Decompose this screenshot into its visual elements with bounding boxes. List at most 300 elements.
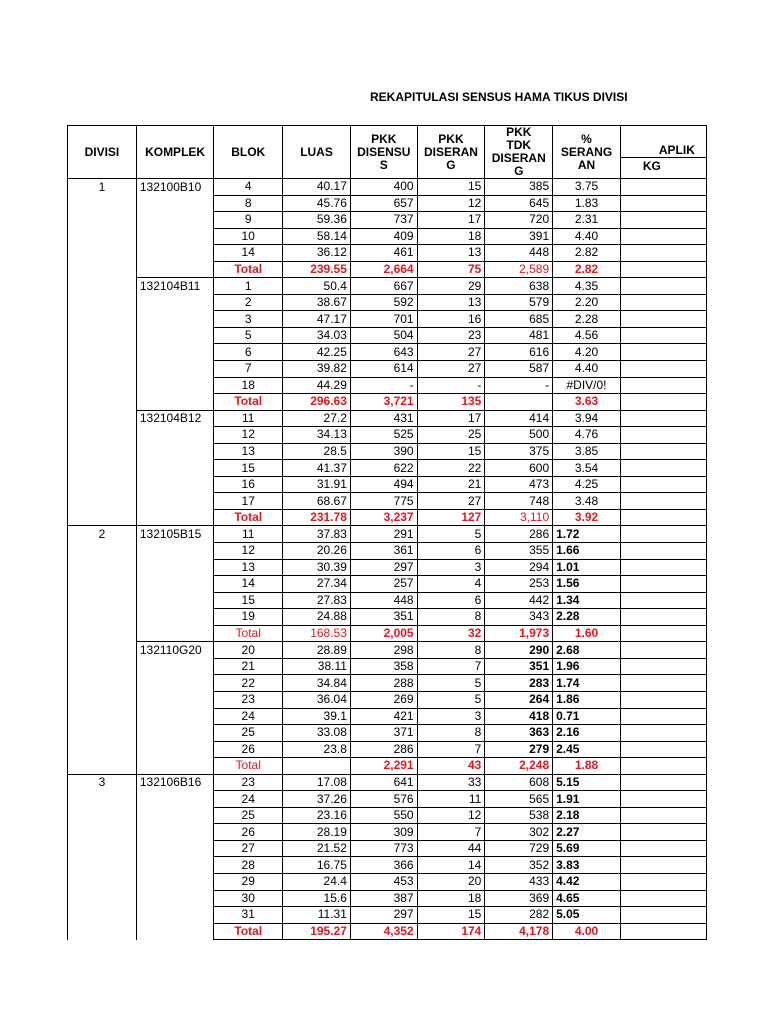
luas-cell: 28.5 [283,443,351,460]
luas-cell: 40.17 [283,179,351,196]
aplikasi-cell [620,443,706,460]
aplikasi-cell [620,245,706,262]
blok-cell: 20 [214,642,283,659]
disensus-cell: 361 [350,543,417,560]
blok-cell: 17 [214,493,283,510]
tdk-diserang-cell [485,394,553,411]
luas-cell: 41.37 [283,460,351,477]
disensus-cell: 3,721 [350,394,417,411]
komplek-cell [136,394,213,411]
divisi-cell: 1 [68,179,137,196]
diserang-cell: 27 [417,361,485,378]
diserang-cell: 44 [417,840,485,857]
komplek-cell [136,791,213,808]
diserang-cell: 15 [417,907,485,924]
blok-cell: 11 [214,526,283,543]
tdk-diserang-cell: 355 [485,543,553,560]
aplikasi-cell [620,311,706,328]
komplek-cell [136,261,213,278]
komplek-cell: 132100B10 [136,179,213,196]
table-row [68,526,707,543]
komplek-cell [136,344,213,361]
luas-cell: 45.76 [283,195,351,212]
table-row [68,294,707,311]
disensus-cell: 2,291 [350,758,417,775]
diserang-cell: 23 [417,327,485,344]
tdk-diserang-cell: 286 [485,526,553,543]
aplikasi-cell [620,261,706,278]
aplikasi-cell [620,195,706,212]
table-row [68,443,707,460]
table-row [68,179,707,196]
divisi-cell [68,609,137,626]
komplek-cell [136,708,213,725]
blok-cell: 25 [214,725,283,742]
luas-cell: 27.83 [283,592,351,609]
komplek-cell: 132104B12 [136,410,213,427]
divisi-cell [68,410,137,427]
diserang-cell: 174 [417,923,485,940]
divisi-cell [68,294,137,311]
aplikasi-cell [620,394,706,411]
diserang-cell: 20 [417,873,485,890]
blok-cell: 28 [214,857,283,874]
persen-cell: 2.18 [553,807,621,824]
total-row [68,758,707,775]
komplek-cell [136,327,213,344]
persen-cell: 1.01 [553,559,621,576]
blok-cell: 13 [214,559,283,576]
diserang-cell: 13 [417,245,485,262]
header-divisi: DIVISI [68,126,137,179]
komplek-cell [136,543,213,560]
tdk-diserang-cell: 282 [485,907,553,924]
komplek-cell: 132104B11 [136,278,213,295]
divisi-cell [68,758,137,775]
luas-cell: 50.4 [283,278,351,295]
komplek-cell [136,212,213,229]
disensus-cell: 291 [350,526,417,543]
komplek-cell [136,460,213,477]
total-row [68,509,707,526]
komplek-cell [136,245,213,262]
diserang-cell: 135 [417,394,485,411]
blok-cell: 18 [214,377,283,394]
table-row [68,228,707,245]
luas-cell: 38.67 [283,294,351,311]
divisi-cell [68,675,137,692]
persen-cell: 2.28 [553,311,621,328]
blok-cell: 23 [214,691,283,708]
divisi-cell [68,857,137,874]
komplek-cell [136,377,213,394]
diserang-cell: 18 [417,890,485,907]
luas-cell: 34.13 [283,427,351,444]
header-luas: LUAS [283,126,351,179]
diserang-cell: 8 [417,725,485,742]
aplikasi-cell [620,840,706,857]
divisi-cell [68,890,137,907]
tdk-diserang-cell: 369 [485,890,553,907]
blok-cell: Total [214,394,283,411]
luas-cell: 239.55 [283,261,351,278]
table-row [68,344,707,361]
diserang-cell: 11 [417,791,485,808]
table-row [68,658,707,675]
divisi-cell [68,873,137,890]
divisi-cell [68,327,137,344]
table-row [68,609,707,626]
aplikasi-cell [620,543,706,560]
aplikasi-cell [620,278,706,295]
diserang-cell: 25 [417,427,485,444]
divisi-cell [68,394,137,411]
aplikasi-cell [620,642,706,659]
diserang-cell: 27 [417,344,485,361]
divisi-cell [68,725,137,742]
disensus-cell: 421 [350,708,417,725]
luas-cell: 168.53 [283,625,351,642]
tdk-diserang-cell: 279 [485,741,553,758]
komplek-cell [136,476,213,493]
tdk-diserang-cell: 608 [485,774,553,791]
tdk-diserang-cell: 645 [485,195,553,212]
persen-cell: 4.42 [553,873,621,890]
diserang-cell: 27 [417,493,485,510]
diserang-cell: - [417,377,485,394]
tdk-diserang-cell: 720 [485,212,553,229]
luas-cell: 42.25 [283,344,351,361]
tdk-diserang-cell: 433 [485,873,553,890]
persen-cell: 2.27 [553,824,621,841]
disensus-cell: 257 [350,576,417,593]
komplek-cell [136,493,213,510]
komplek-cell [136,228,213,245]
divisi-cell [68,741,137,758]
disensus-cell: 448 [350,592,417,609]
tdk-diserang-cell: 385 [485,179,553,196]
divisi-cell [68,460,137,477]
divisi-cell [68,691,137,708]
diserang-cell: 5 [417,675,485,692]
komplek-cell [136,361,213,378]
blok-cell: 10 [214,228,283,245]
disensus-cell: 657 [350,195,417,212]
total-row [68,394,707,411]
diserang-cell: 17 [417,212,485,229]
table-row [68,907,707,924]
persen-cell: 4.56 [553,327,621,344]
disensus-cell: 550 [350,807,417,824]
divisi-cell [68,840,137,857]
diserang-cell: 33 [417,774,485,791]
table-row [68,493,707,510]
blok-cell: 13 [214,443,283,460]
luas-cell: 36.04 [283,691,351,708]
persen-cell: 1.91 [553,791,621,808]
divisi-cell [68,344,137,361]
blok-cell: 25 [214,807,283,824]
blok-cell: 26 [214,741,283,758]
persen-cell: 2.82 [553,245,621,262]
persen-cell: 3.85 [553,443,621,460]
tdk-diserang-cell: 500 [485,427,553,444]
persen-cell: 3.75 [553,179,621,196]
header-aplik-label: APLIK [658,143,695,157]
komplek-cell [136,294,213,311]
komplek-cell [136,824,213,841]
blok-cell: 12 [214,543,283,560]
disensus-cell: 431 [350,410,417,427]
tdk-diserang-cell: 264 [485,691,553,708]
aplikasi-cell [620,725,706,742]
tdk-diserang-cell: 4,178 [485,923,553,940]
divisi-cell [68,311,137,328]
header-divider [621,157,706,158]
komplek-cell: 132106B16 [136,774,213,791]
aplikasi-cell [620,228,706,245]
diserang-cell: 15 [417,179,485,196]
disensus-cell: 525 [350,427,417,444]
blok-cell: 27 [214,840,283,857]
disensus-cell: 297 [350,559,417,576]
luas-cell: 36.12 [283,245,351,262]
persen-cell: 4.25 [553,476,621,493]
table-row [68,311,707,328]
blok-cell: Total [214,758,283,775]
luas-cell: 195.27 [283,923,351,940]
aplikasi-cell [620,427,706,444]
aplikasi-cell [620,675,706,692]
persen-cell: 1.60 [553,625,621,642]
diserang-cell: 127 [417,509,485,526]
diserang-cell: 15 [417,443,485,460]
tdk-diserang-cell: 302 [485,824,553,841]
disensus-cell: 4,352 [350,923,417,940]
total-row [68,923,707,940]
disensus-cell: 387 [350,890,417,907]
divisi-cell [68,642,137,659]
divisi-cell [68,427,137,444]
aplikasi-cell [620,708,706,725]
census-table [67,125,707,940]
diserang-cell: 17 [417,410,485,427]
komplek-cell [136,443,213,460]
tdk-diserang-cell: - [485,377,553,394]
luas-cell: 39.1 [283,708,351,725]
tdk-diserang-cell: 638 [485,278,553,295]
komplek-cell [136,427,213,444]
divisi-cell [68,708,137,725]
tdk-diserang-cell: 442 [485,592,553,609]
disensus-cell: 3,237 [350,509,417,526]
blok-cell: 24 [214,708,283,725]
persen-cell: 2.68 [553,642,621,659]
header-pkk-tdk-diserang: PKK TDK DISERAN G [485,126,553,179]
divisi-cell [68,592,137,609]
disensus-cell: 737 [350,212,417,229]
divisi-cell: 3 [68,774,137,791]
aplikasi-cell [620,873,706,890]
disensus-cell: 269 [350,691,417,708]
tdk-diserang-cell: 448 [485,245,553,262]
spreadsheet-area [67,125,695,938]
persen-cell: 3.92 [553,509,621,526]
diserang-cell: 3 [417,708,485,725]
tdk-diserang-cell: 579 [485,294,553,311]
blok-cell: 14 [214,245,283,262]
aplikasi-cell [620,609,706,626]
diserang-cell: 29 [417,278,485,295]
table-row [68,195,707,212]
table-row [68,840,707,857]
diserang-cell: 5 [417,526,485,543]
disensus-cell: 358 [350,658,417,675]
divisi-cell [68,361,137,378]
luas-cell: 38.11 [283,658,351,675]
komplek-cell [136,675,213,692]
disensus-cell: 390 [350,443,417,460]
diserang-cell: 75 [417,261,485,278]
diserang-cell: 12 [417,195,485,212]
persen-cell: 2.28 [553,609,621,626]
persen-cell: 0.71 [553,708,621,725]
tdk-diserang-cell: 1,973 [485,625,553,642]
diserang-cell: 18 [417,228,485,245]
disensus-cell: 371 [350,725,417,742]
komplek-cell [136,559,213,576]
divisi-cell [68,212,137,229]
luas-cell: 20.26 [283,543,351,560]
table-row [68,691,707,708]
blok-cell: 6 [214,344,283,361]
disensus-cell: 773 [350,840,417,857]
disensus-cell: 504 [350,327,417,344]
persen-cell: 2.16 [553,725,621,742]
komplek-cell [136,840,213,857]
table-row [68,245,707,262]
diserang-cell: 7 [417,741,485,758]
disensus-cell: 351 [350,609,417,626]
blok-cell: Total [214,625,283,642]
table-row [68,873,707,890]
aplikasi-cell [620,625,706,642]
blok-cell: 7 [214,361,283,378]
blok-cell: 30 [214,890,283,907]
luas-cell: 68.67 [283,493,351,510]
disensus-cell: 298 [350,642,417,659]
persen-cell: 3.48 [553,493,621,510]
tdk-diserang-cell: 587 [485,361,553,378]
table-row [68,824,707,841]
aplikasi-cell [620,294,706,311]
komplek-cell [136,509,213,526]
diserang-cell: 16 [417,311,485,328]
komplek-cell [136,923,213,940]
persen-cell: 1.56 [553,576,621,593]
komplek-cell [136,741,213,758]
diserang-cell: 7 [417,824,485,841]
disensus-cell: - [350,377,417,394]
blok-cell: 8 [214,195,283,212]
luas-cell: 33.08 [283,725,351,742]
blok-cell: Total [214,261,283,278]
table-row [68,278,707,295]
divisi-cell [68,443,137,460]
luas-cell: 231.78 [283,509,351,526]
blok-cell: 16 [214,476,283,493]
aplikasi-cell [620,327,706,344]
blok-cell: 5 [214,327,283,344]
komplek-cell: 132110G20 [136,642,213,659]
blok-cell: 24 [214,791,283,808]
luas-cell: 28.19 [283,824,351,841]
table-row [68,774,707,791]
persen-cell: #DIV/0! [553,377,621,394]
table-row [68,791,707,808]
luas-cell: 21.52 [283,840,351,857]
blok-cell: 14 [214,576,283,593]
persen-cell: 5.69 [553,840,621,857]
diserang-cell: 32 [417,625,485,642]
disensus-cell: 614 [350,361,417,378]
disensus-cell: 622 [350,460,417,477]
luas-cell: 59.36 [283,212,351,229]
table-row [68,460,707,477]
persen-cell: 1.88 [553,758,621,775]
header-pkk-diserang: PKK DISERAN G [417,126,485,179]
komplek-cell [136,311,213,328]
aplikasi-cell [620,509,706,526]
luas-cell: 16.75 [283,857,351,874]
diserang-cell: 5 [417,691,485,708]
tdk-diserang-cell: 748 [485,493,553,510]
blok-cell: 1 [214,278,283,295]
blok-cell: 9 [214,212,283,229]
tdk-diserang-cell: 290 [485,642,553,659]
divisi-cell [68,559,137,576]
diserang-cell: 7 [417,658,485,675]
tdk-diserang-cell: 414 [485,410,553,427]
divisi-cell [68,791,137,808]
aplikasi-cell [620,791,706,808]
tdk-diserang-cell: 565 [485,791,553,808]
divisi-cell [68,261,137,278]
aplikasi-cell [620,592,706,609]
table-row [68,592,707,609]
komplek-cell [136,691,213,708]
table-row [68,559,707,576]
table-row [68,476,707,493]
aplikasi-cell [620,559,706,576]
diserang-cell: 3 [417,559,485,576]
persen-cell: 3.83 [553,857,621,874]
luas-cell: 23.16 [283,807,351,824]
header-pkk-disensus: PKK DISENSU S [350,126,417,179]
blok-cell: 12 [214,427,283,444]
header-aplikasi [620,126,706,179]
aplikasi-cell [620,576,706,593]
aplikasi-cell [620,344,706,361]
persen-cell: 2.31 [553,212,621,229]
komplek-cell [136,625,213,642]
diserang-cell: 12 [417,807,485,824]
luas-cell: 24.4 [283,873,351,890]
blok-cell: 15 [214,592,283,609]
persen-cell: 2.45 [553,741,621,758]
diserang-cell: 43 [417,758,485,775]
disensus-cell: 494 [350,476,417,493]
